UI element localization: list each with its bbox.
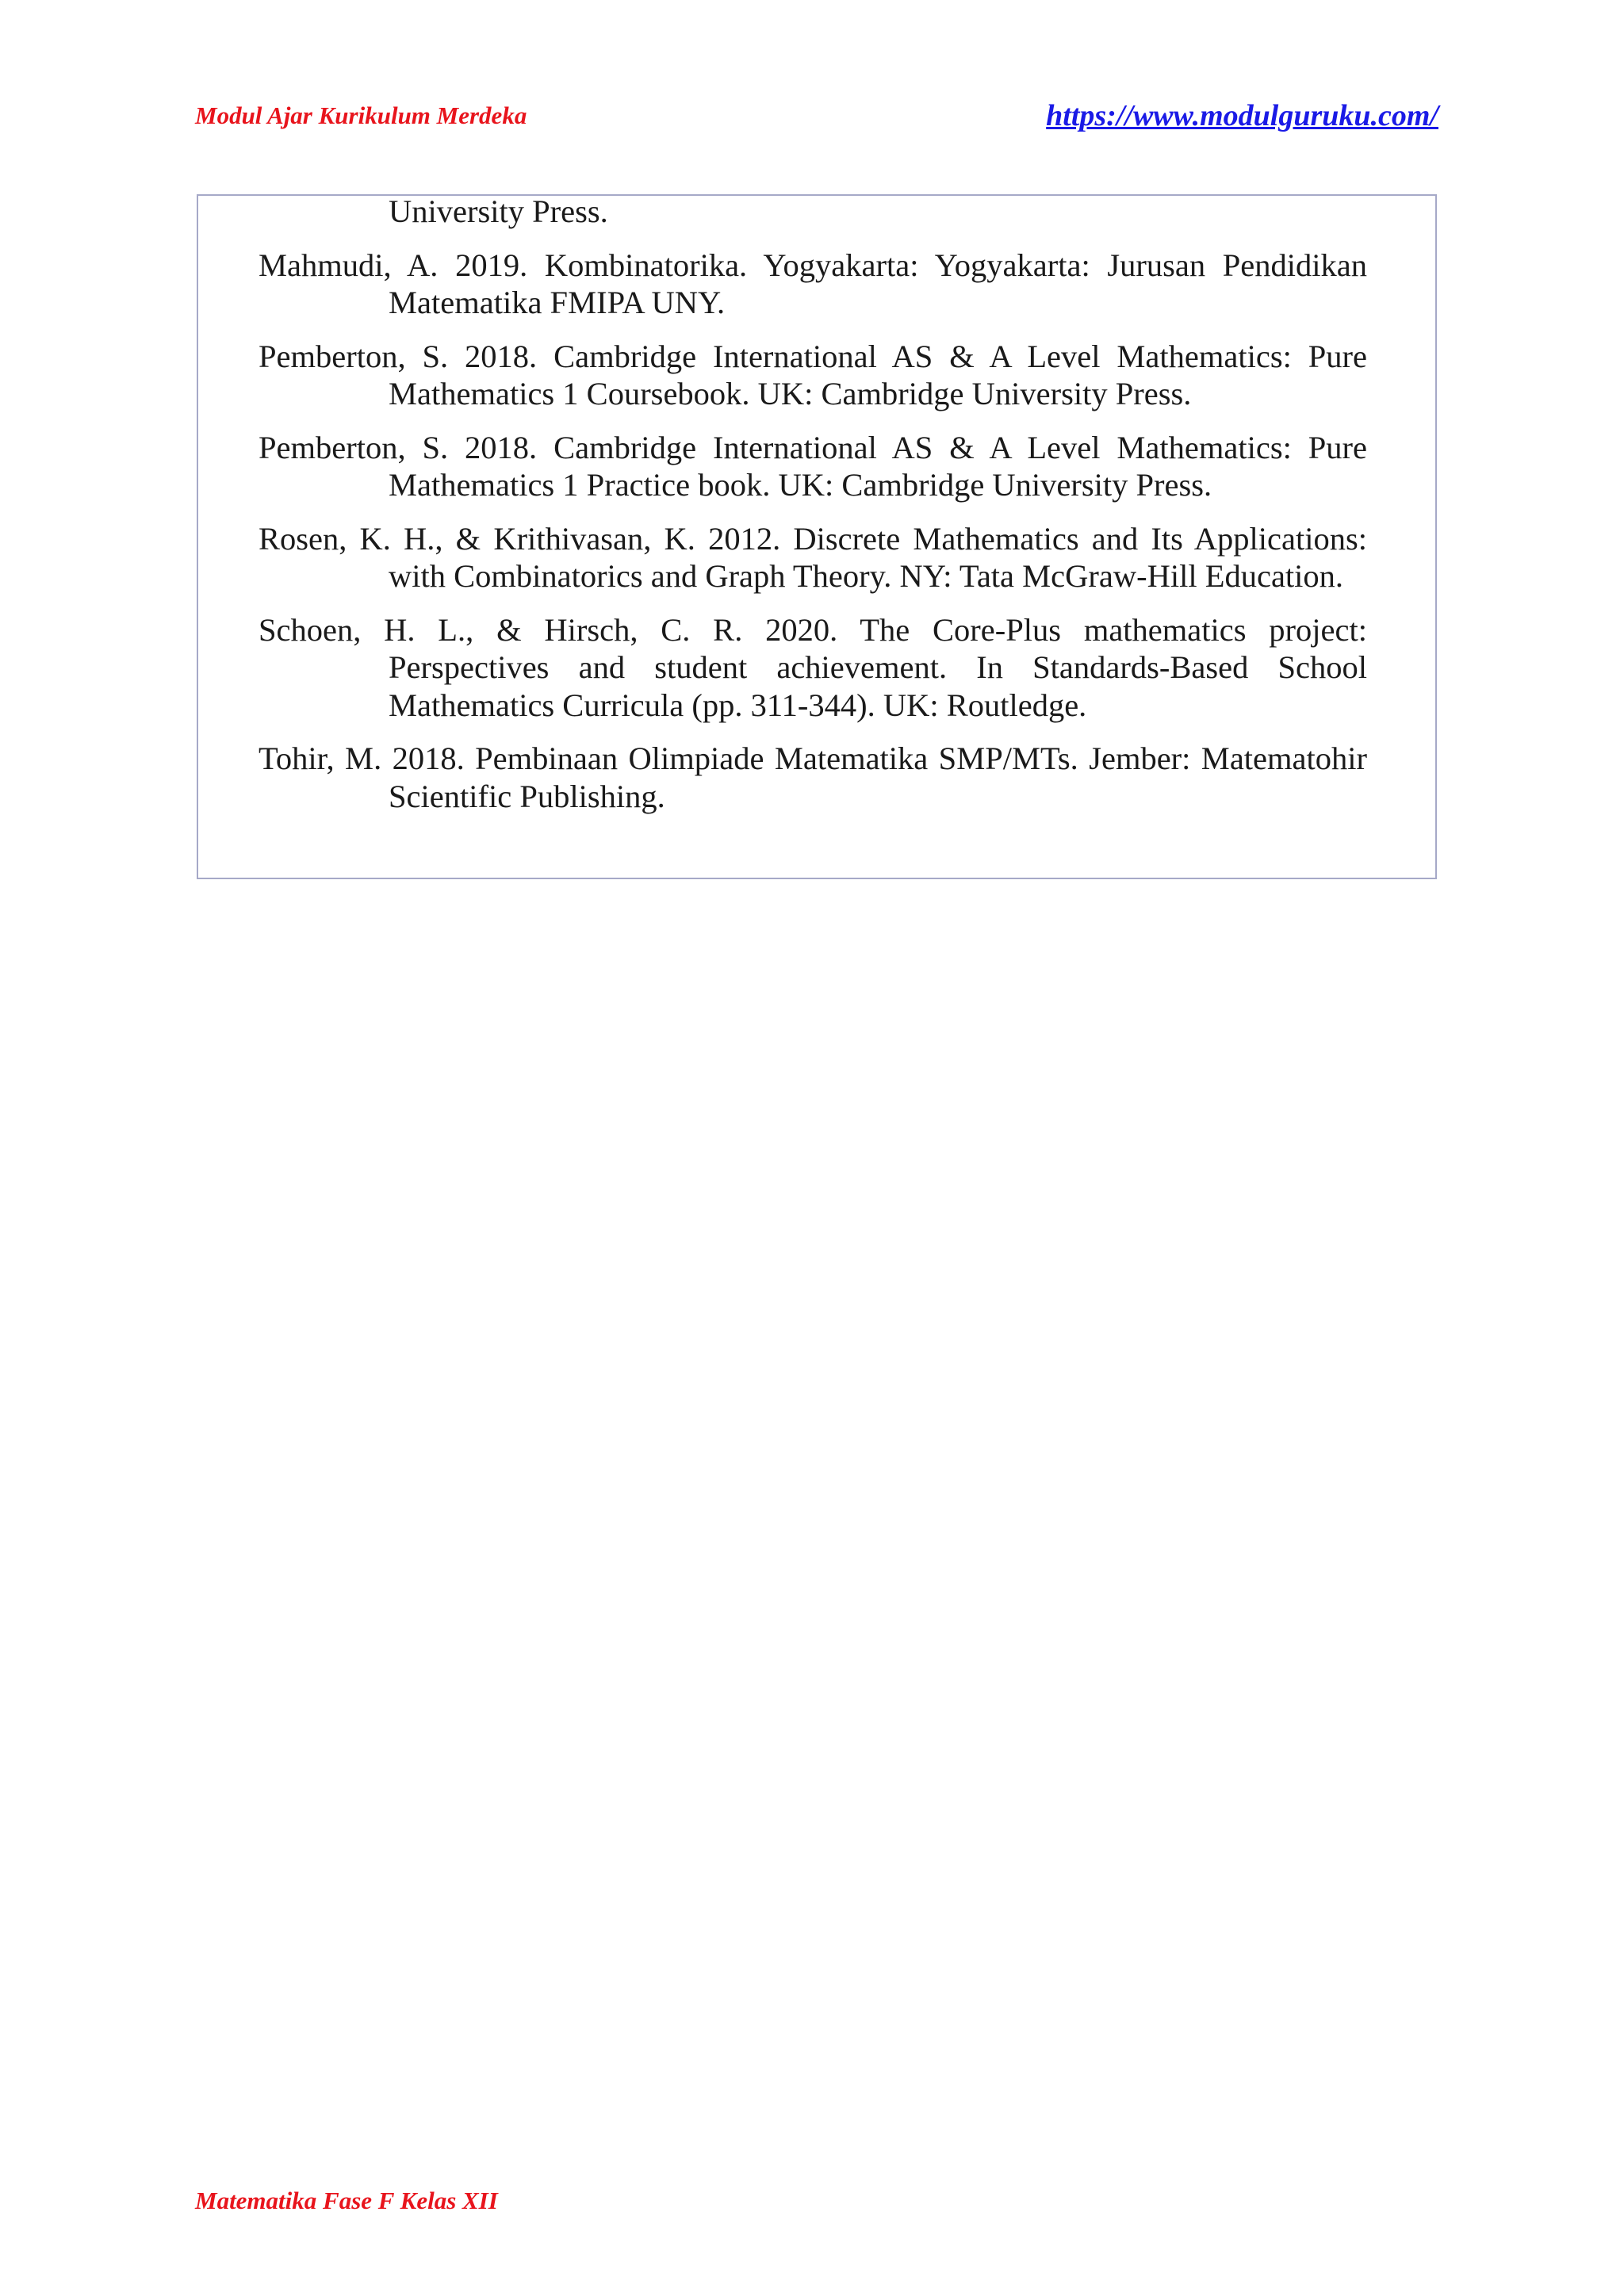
reference-item-pemberton-coursebook: Pemberton, S. 2018. Cambridge International AS & A Level Mathematics: Pure Mathematics 1 Coursebook. UK: Cambridge University Press. [259,338,1367,411]
footer-subject-title: Matematika Fase F Kelas XII [195,2187,498,2214]
reference-item-rosen: Rosen, K. H., & Krithivasan, K. 2012. Discrete Mathematics and Its Applications: with Combinatorics and Graph Theory. NY: Tata McGraw-Hill Education. [259,520,1367,594]
reference-continuation: University Press. [389,193,608,229]
header-website-link[interactable]: https://www.modulguruku.com/ [1046,99,1438,132]
reference-item-pemberton-practice: Pemberton, S. 2018. Cambridge International AS & A Level Mathematics: Pure Mathematics 1 Practice book. UK: Cambridge University Press. [259,429,1367,503]
reference-list [259,193,1367,831]
reference-item-schoen: Schoen, H. L., & Hirsch, C. R. 2020. The Core-Plus mathematics project: Perspectives and student achievement. In Standards-Based School Mathematics Curricula (pp. 311-344). UK: Routledge. [259,611,1367,723]
reference-item-mahmudi: Mahmudi, A. 2019. Kombinatorika. Yogyakarta: Yogyakarta: Jurusan Pendidikan Matematika FMIPA UNY. [259,247,1367,320]
reference-item-tohir: Tohir, M. 2018. Pembinaan Olimpiade Matematika SMP/MTs. Jember: Matematohir Scientific Publishing. [259,740,1367,814]
header-module-title: Modul Ajar Kurikulum Merdeka [195,101,527,129]
